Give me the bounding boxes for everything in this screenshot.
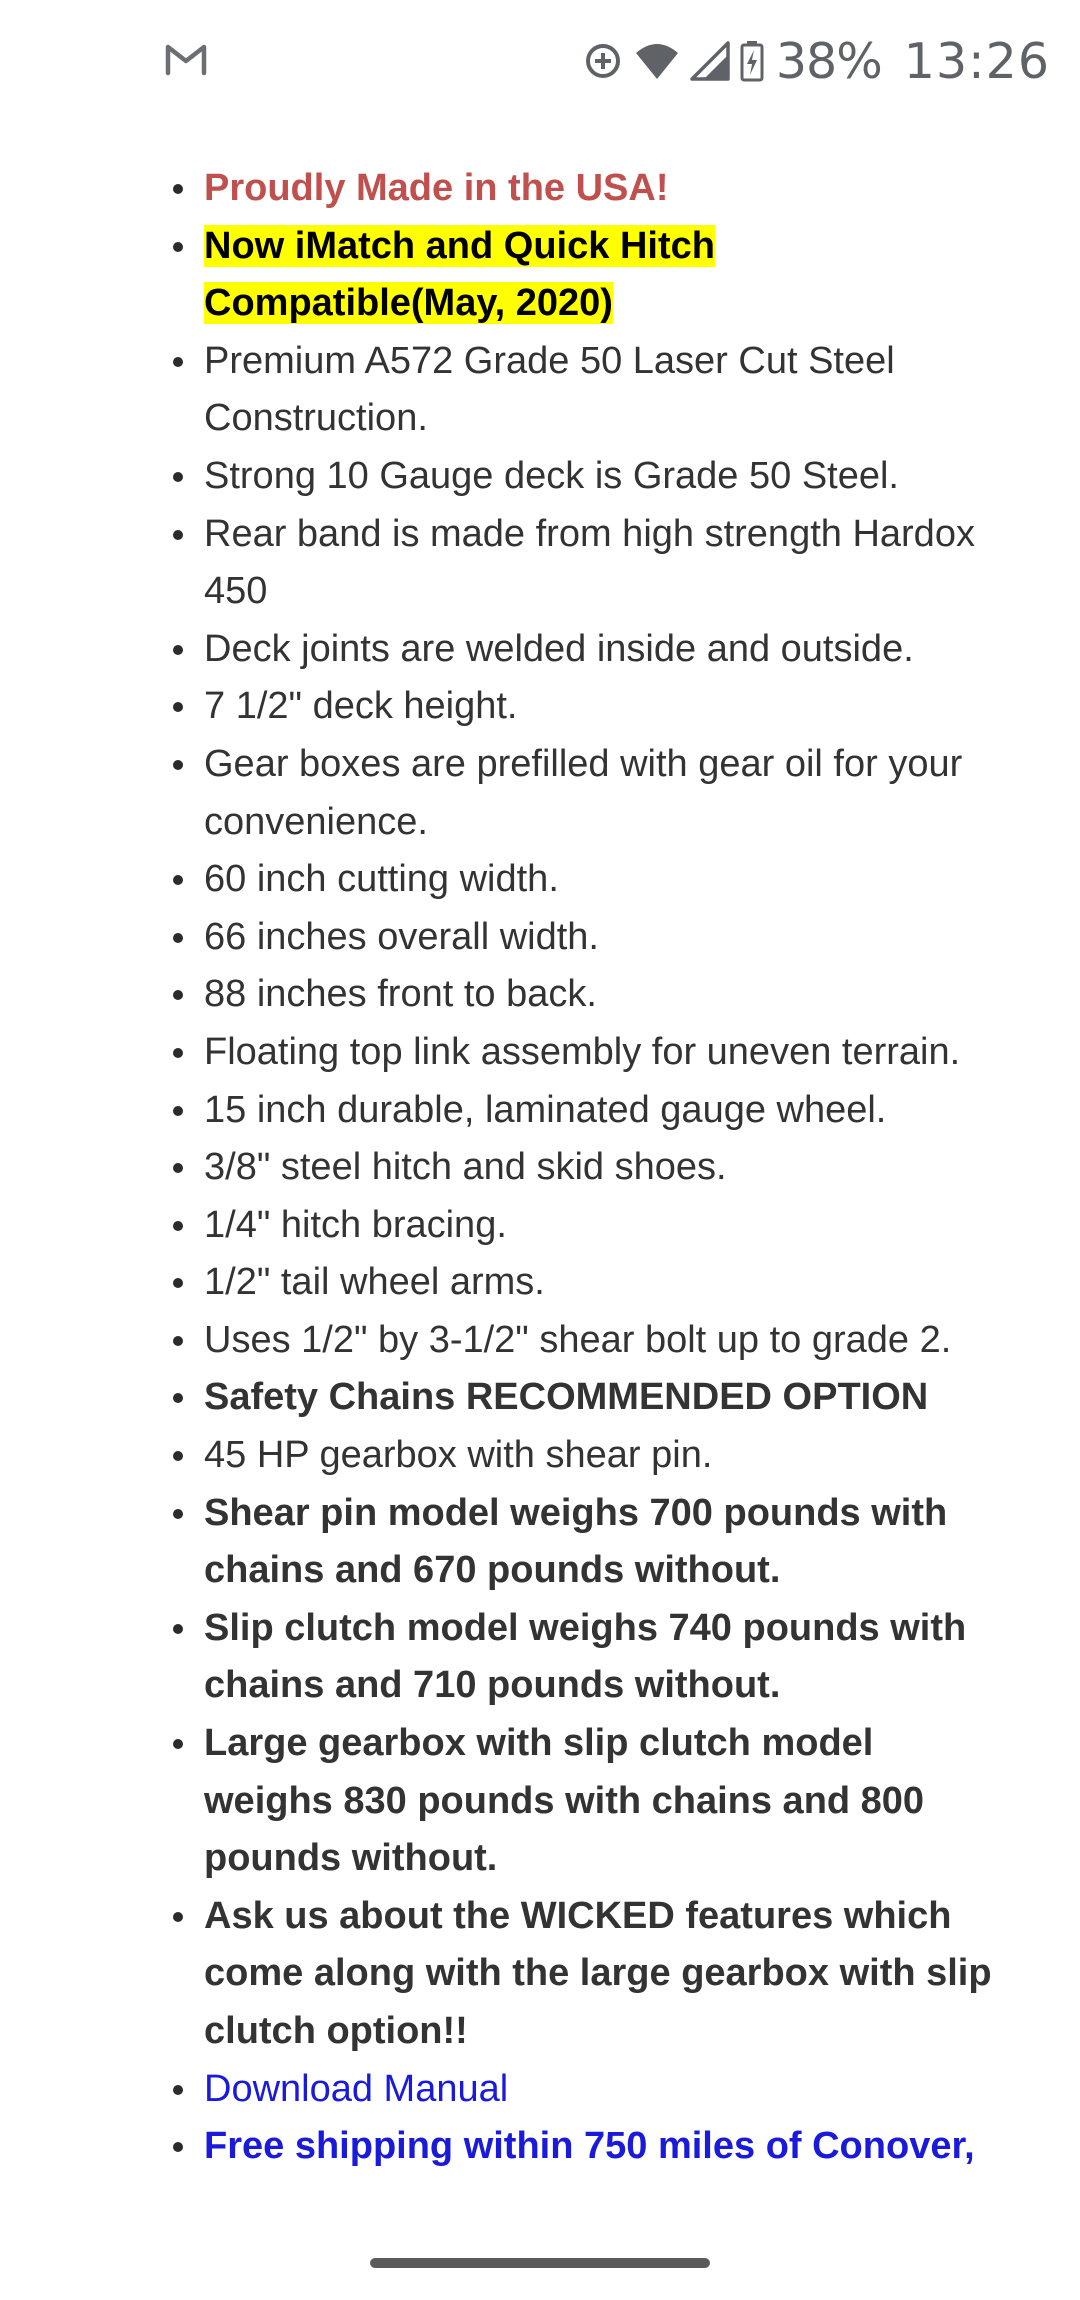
list-item: Floating top link assembly for uneven terrain.	[204, 1024, 1004, 1082]
list-item: Premium A572 Grade 50 Laser Cut Steel Construction.	[204, 333, 1004, 448]
list-item: Rear band is made from high strength Hardox 450	[204, 506, 1004, 621]
navigation-handle[interactable]	[370, 2258, 710, 2268]
product-description	[0, 160, 1080, 2176]
list-item: 66 inches overall width.	[204, 909, 1004, 967]
wifi-icon	[634, 41, 680, 81]
highlighted-text: Now iMatch and Quick Hitch Compatible(May, 2020)	[204, 224, 715, 325]
list-item	[204, 218, 1004, 333]
list-item: 60 inch cutting width.	[204, 851, 1004, 909]
list-item: 7 1/2" deck height.	[204, 678, 1004, 736]
clock: 13:26	[903, 32, 1050, 90]
list-item: 88 inches front to back.	[204, 966, 1004, 1024]
list-item: Safety Chains RECOMMENDED OPTION	[204, 1369, 1004, 1427]
list-item: 45 HP gearbox with shear pin.	[204, 1427, 1004, 1485]
list-item: Gear boxes are prefilled with gear oil for your convenience.	[204, 736, 1004, 851]
list-item: Strong 10 Gauge deck is Grade 50 Steel.	[204, 448, 1004, 506]
list-item: Large gearbox with slip clutch model weighs 830 pounds with chains and 800 pounds without.	[204, 1715, 1004, 1888]
battery-charging-icon	[740, 40, 764, 82]
list-item: 1/2" tail wheel arms.	[204, 1254, 1004, 1312]
free-shipping-link[interactable]: Free shipping within 750 miles of Conover,	[204, 2125, 975, 2168]
list-item: Slip clutch model weighs 740 pounds with chains and 710 pounds without.	[204, 1600, 1004, 1715]
list-item: 3/8" steel hitch and skid shoes.	[204, 1139, 1004, 1197]
signal-icon	[690, 41, 730, 81]
feature-list	[0, 160, 1004, 2176]
list-item: Deck joints are welded inside and outside.	[204, 621, 1004, 679]
list-item: Uses 1/2" by 3-1/2" shear bolt up to grade 2.	[204, 1312, 1004, 1370]
status-indicators	[582, 30, 1050, 92]
gmail-icon	[164, 41, 208, 77]
status-bar	[0, 0, 1080, 122]
list-item	[204, 2118, 1004, 2176]
list-item: Ask us about the WICKED features which come along with the large gearbox with slip clutch option!!	[204, 1888, 1004, 2061]
download-manual-link[interactable]: Download Manual	[204, 2067, 509, 2110]
list-item: Proudly Made in the USA!	[204, 160, 1004, 218]
list-item: 15 inch durable, laminated gauge wheel.	[204, 1082, 1004, 1140]
location-icon	[582, 40, 624, 82]
list-item: 1/4" hitch bracing.	[204, 1197, 1004, 1255]
list-item	[204, 2061, 1004, 2119]
list-item: Shear pin model weighs 700 pounds with chains and 670 pounds without.	[204, 1485, 1004, 1600]
battery-percentage: 38%	[775, 32, 882, 90]
